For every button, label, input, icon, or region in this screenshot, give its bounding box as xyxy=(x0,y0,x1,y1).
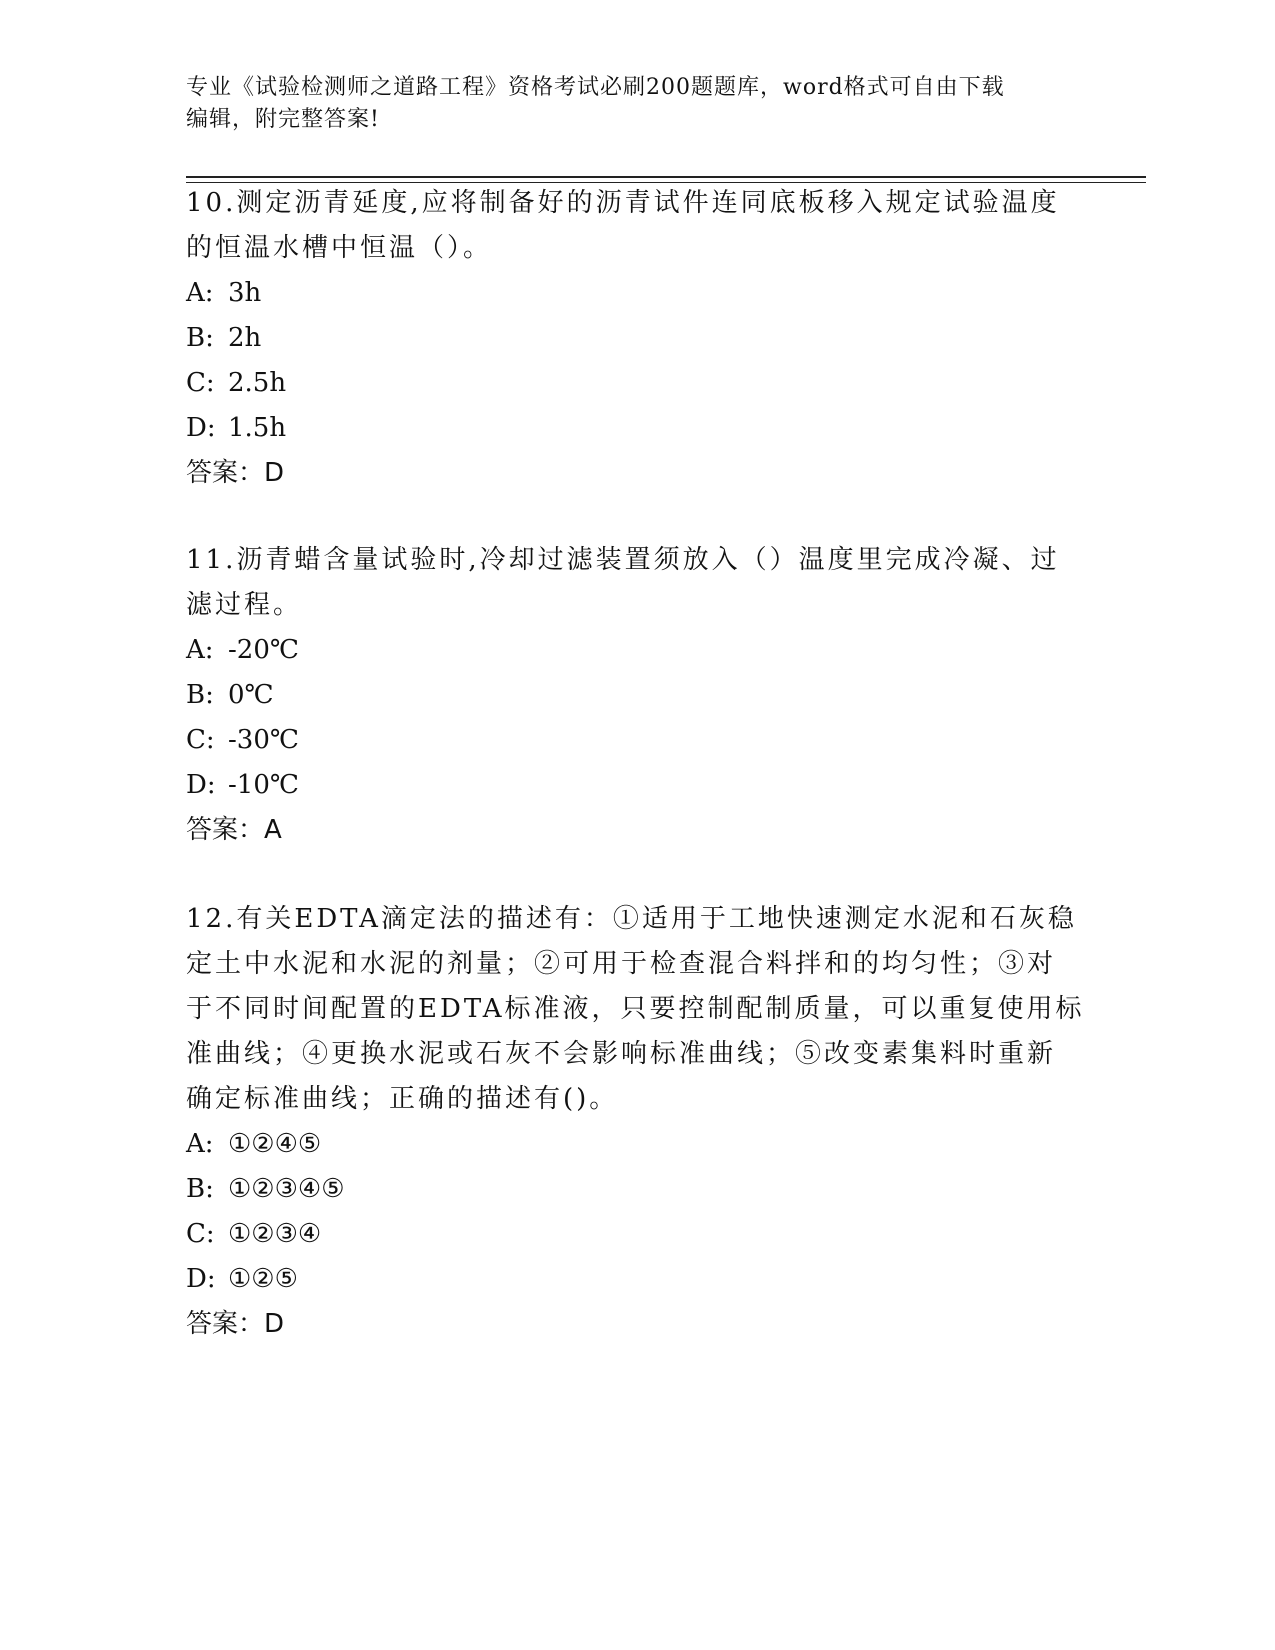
answer-text: 答案：A xyxy=(186,815,282,845)
option-label: D: xyxy=(186,413,216,443)
option-b xyxy=(186,1167,1086,1212)
option-text: -30℃ xyxy=(228,725,299,755)
question-text-line: 11.沥青蜡含量试验时,冷却过滤装置须放入（）温度里完成冷凝、过 xyxy=(186,545,1060,575)
document-header xyxy=(186,72,1086,136)
header-divider-thick xyxy=(186,176,1146,178)
option-label: B: xyxy=(186,1174,214,1204)
option-text: 2h xyxy=(228,323,262,353)
option-label: A: xyxy=(186,278,214,308)
question-text-line: 确定标准曲线；正确的描述有()。 xyxy=(186,1084,619,1114)
option-label: D: xyxy=(186,770,216,800)
option-text: ①②⑤ xyxy=(228,1264,298,1294)
option-a xyxy=(186,1122,1086,1167)
header-line-1: 专业《试验检测师之道路工程》资格考试必刷200题题库，word格式可自由下载 xyxy=(186,75,1005,100)
option-text: 2.5h xyxy=(228,368,287,398)
option-text: -10℃ xyxy=(228,770,299,800)
question-11 xyxy=(186,538,1086,853)
question-text-line: 定土中水泥和水泥的剂量；②可用于检查混合料拌和的均匀性；③对 xyxy=(186,949,1057,979)
option-d xyxy=(186,1257,1086,1302)
option-text: 0℃ xyxy=(228,680,274,710)
option-label: C: xyxy=(186,1219,215,1249)
question-12 xyxy=(186,897,1086,1347)
option-d xyxy=(186,406,1086,451)
option-text: 3h xyxy=(228,278,262,308)
option-label: D: xyxy=(186,1264,216,1294)
option-text: -20℃ xyxy=(228,635,299,665)
option-label: C: xyxy=(186,368,215,398)
option-label: A: xyxy=(186,635,214,665)
option-b xyxy=(186,673,1086,718)
question-text-line: 10.测定沥青延度,应将制备好的沥青试件连同底板移入规定试验温度 xyxy=(186,188,1060,218)
option-label: C: xyxy=(186,725,215,755)
option-label: B: xyxy=(186,323,214,353)
option-c xyxy=(186,718,1086,763)
option-text: 1.5h xyxy=(228,413,287,443)
option-text: ①②③④ xyxy=(228,1219,322,1249)
option-d xyxy=(186,763,1086,808)
question-text-line: 于不同时间配置的EDTA标准液，只要控制配制质量，可以重复使用标 xyxy=(186,994,1085,1024)
option-label: A: xyxy=(186,1129,214,1159)
question-10 xyxy=(186,181,1086,496)
answer-text: 答案：D xyxy=(186,1309,285,1339)
header-line-2: 编辑，附完整答案! xyxy=(186,107,380,132)
option-text: ①②③④⑤ xyxy=(228,1174,345,1204)
option-b xyxy=(186,316,1086,361)
answer-text: 答案：D xyxy=(186,458,285,488)
option-a xyxy=(186,271,1086,316)
option-c xyxy=(186,361,1086,406)
question-text-line: 滤过程。 xyxy=(186,590,303,620)
option-a xyxy=(186,628,1086,673)
question-text-line: 的恒温水槽中恒温（）。 xyxy=(186,233,493,263)
option-c xyxy=(186,1212,1086,1257)
question-text-line: 12.有关EDTA滴定法的描述有：①适用于工地快速测定水泥和石灰稳 xyxy=(186,904,1077,934)
option-label: B: xyxy=(186,680,214,710)
option-text: ①②④⑤ xyxy=(228,1129,322,1159)
question-text-line: 准曲线；④更换水泥或石灰不会影响标准曲线；⑤改变素集料时重新 xyxy=(186,1039,1057,1069)
